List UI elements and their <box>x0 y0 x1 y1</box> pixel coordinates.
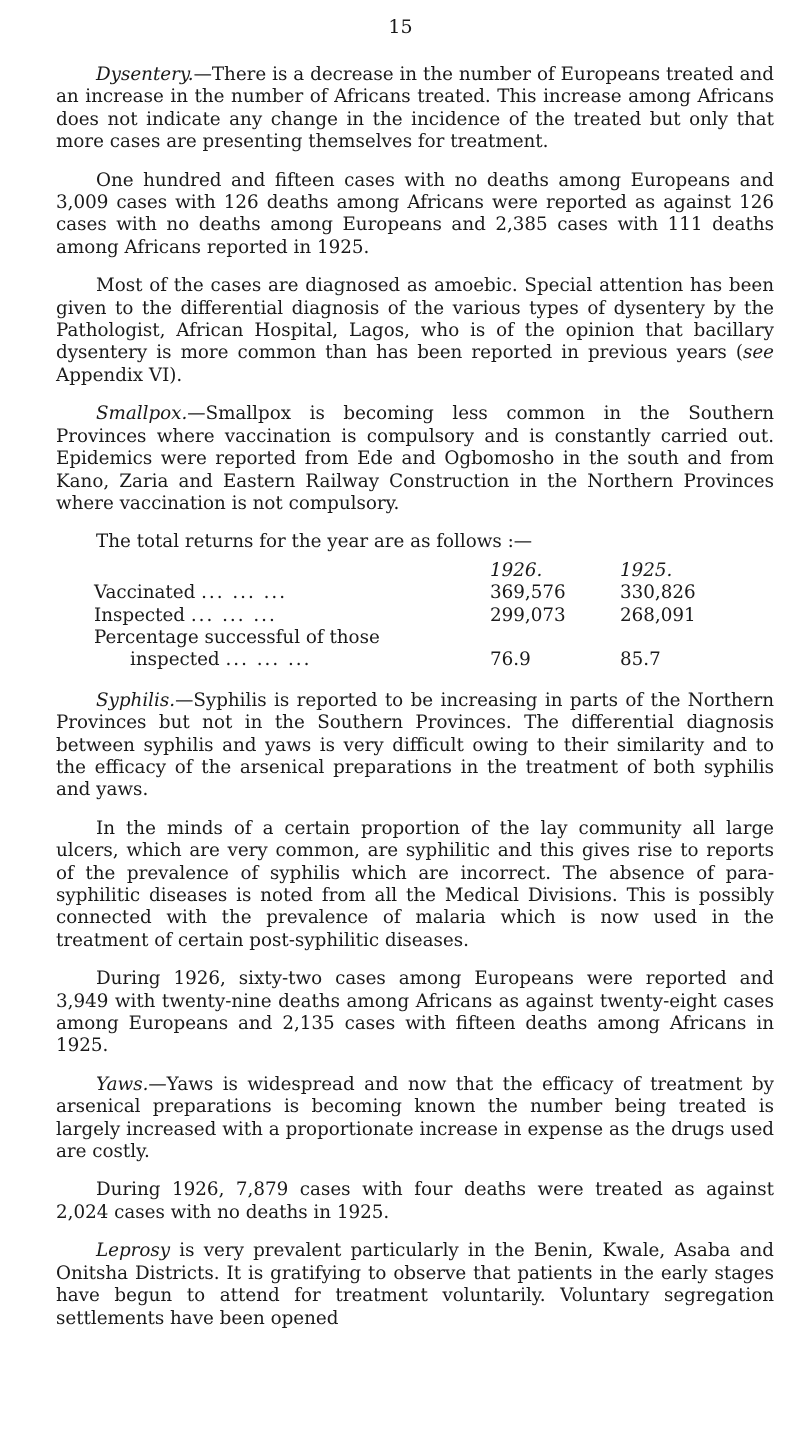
table-row <box>56 582 740 604</box>
dysentery-paragraph-1 <box>56 64 774 154</box>
syphilis-paragraph-3: During 1926, sixty-two cases among Europeans were reported and 3,949 with twenty-nine deaths among Africans as against twenty-eight cases among Europeans and 2,135 cases with fifteen deaths among Africans in 1925. <box>56 968 774 1057</box>
vaccinated-1925: 330,826 <box>620 582 696 604</box>
dysentery-paragraph-3 <box>56 275 774 387</box>
row-label-vaccinated: Vaccinated <box>94 582 196 604</box>
syphilis-paragraph-1 <box>56 690 774 802</box>
column-header-1925: 1925. <box>620 559 673 581</box>
yaws-paragraph-1 <box>56 1074 774 1164</box>
syphilis-heading: Syphilis. <box>96 689 176 711</box>
row-label-inspected-cont: inspected <box>130 649 220 671</box>
dysentery-heading: Dysentery. <box>96 64 194 85</box>
syphilis-paragraph-2: In the minds of a certain proportion of the lay community all large ulcers, which are very common, are syphilitic and this gives rise to reports of the prevalence of syphilis which are incorrect. The absence of para-syphilitic diseases is noted from all the Medical Divisions. This is possibly connected with the prevalence of malaria which is now used in the treatment of certain post-syphilitic diseases. <box>56 817 774 951</box>
table-row <box>56 649 740 671</box>
leprosy-text-1: is very prevalent particularly in the Benin, Kwale, Asaba and Onitsha Districts. It is gratifying to observe that patients in the early stages have begun to attend for treatment voluntarily. Voluntary segregation settlements have been opened <box>56 1240 774 1329</box>
leader-dots: ... ... ... <box>225 649 312 671</box>
inspected-1925: 268,091 <box>620 604 696 626</box>
row-label-percentage: Percentage successful of those <box>94 626 380 648</box>
yaws-paragraph-2: During 1926, 7,879 cases with four deaths were treated as against 2,024 cases with no deaths in 1925. <box>56 1179 774 1223</box>
smallpox-text-1: —Smallpox is becoming less common in the Southern Provinces where vaccination is compulsory and is constantly carried out. Epidemics were reported from Ede and Ogbomosho in the south and from Kano, Zaria and Eastern Railway Construction in the Northern Provinces where vaccination is not compulsory. <box>56 403 774 514</box>
leader-dots: ... ... ... <box>190 604 277 626</box>
inspected-1926: 299,073 <box>490 604 566 626</box>
smallpox-heading: Smallpox. <box>96 403 188 425</box>
body-text <box>56 64 774 1330</box>
dysentery-paragraph-2: One hundred and fifteen cases with no deaths among Europeans and 3,009 cases with 126 deaths among Africans were reported as against 126 cases with no deaths among Europeans and 2,385 cases with 111 deaths among Africans reported in 1925. <box>56 169 774 258</box>
leprosy-paragraph-1 <box>56 1240 774 1330</box>
page-number: 15 <box>388 16 413 38</box>
dysentery-text-1: —There is a decrease in the number of Europeans treated and an increase in the number of Africans treated. This increase among Africans does not indicate any change in the incidence of the treated but only that more cases are presenting themselves for treatment. <box>56 64 774 153</box>
percentage-1926: 76.9 <box>490 649 531 671</box>
vaccinated-1926: 369,576 <box>490 582 566 604</box>
leader-dots: ... ... ... <box>201 582 288 604</box>
table-header-row <box>56 560 740 582</box>
yaws-text-1: —Yaws is widespread and now that the efficacy of treatment by arsenical preparations is becoming known the number being treated is largely increased with a proportionate increase in expense as the drugs used are costly. <box>56 1073 774 1163</box>
table-row <box>56 627 740 649</box>
column-header-1926: 1926. <box>490 559 543 581</box>
dysentery-text-3a: Most of the cases are diagnosed as amoebic. Special attention has been given to the differential diagnosis of the various types of dysentery by the Pathologist, African Hospital, Lagos, who is of the opinion that bacillary dysentery is more common than has been reported in previous years ( <box>56 275 774 364</box>
smallpox-paragraph-1 <box>56 403 774 515</box>
returns-intro: The total returns for the year are as follows :— <box>96 531 533 553</box>
syphilis-text-1: —Syphilis is reported to be increasing in parts of the Northern Provinces but not in the Southern Provinces. The differential diagnosis between syphilis and yaws is very difficult owing to their similarity and to the efficacy of the arsenical preparations in the treatment of both syphilis and yaws. <box>56 689 774 801</box>
leprosy-heading: Leprosy <box>96 1240 171 1262</box>
percentage-1925: 85.7 <box>620 649 661 671</box>
row-label-inspected: Inspected <box>94 604 186 626</box>
table-row <box>56 605 740 627</box>
yaws-heading: Yaws. <box>96 1073 149 1095</box>
see-reference: see <box>742 342 774 364</box>
dysentery-text-3b: Appendix VI). <box>56 364 183 386</box>
vaccination-returns-table <box>56 560 740 672</box>
